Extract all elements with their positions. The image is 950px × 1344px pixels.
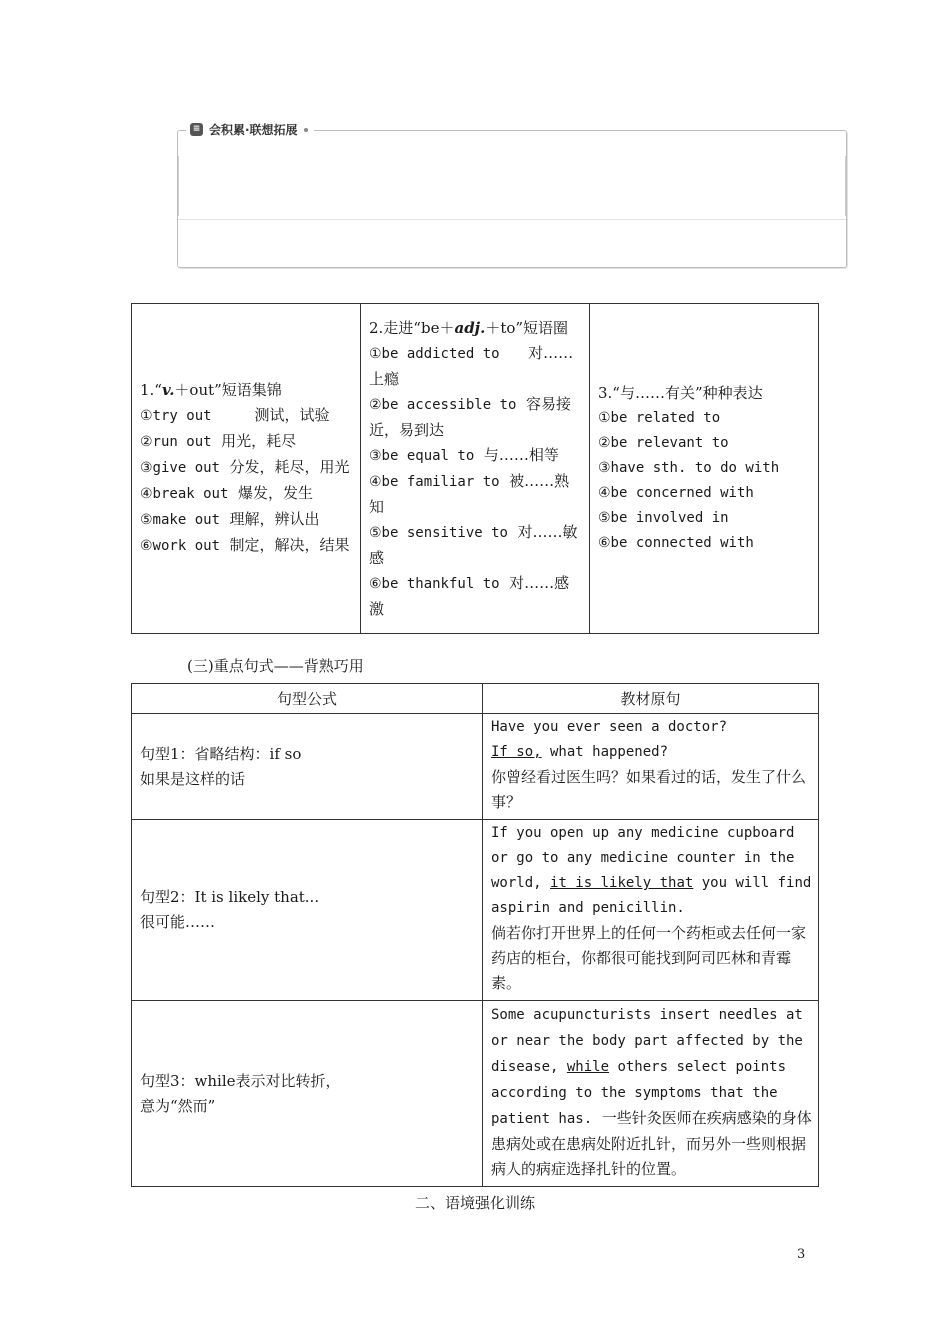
- list-item: ②be relevant to: [598, 435, 729, 451]
- accumulation-box: [177, 130, 847, 268]
- list-item: ④break out 爆发，发生: [140, 484, 313, 502]
- list-item: ④be concerned with: [598, 485, 754, 501]
- dot-icon: [304, 128, 308, 132]
- phrase-col-out: [132, 304, 361, 634]
- example-cell: If you open up any medicine cupboard or go to any medicine counter in the world, it is likely that you will find aspirin and penicillin. 倘若你打开世界上的任何一个药柜或去任何一家药店的柜台，你都很可能找到阿司匹林和青霉素。: [483, 820, 819, 1001]
- list-item: ①be related to: [598, 410, 721, 426]
- phrase-col-be-adj-to: [361, 304, 590, 634]
- list-item: ⑥be connected with: [598, 535, 754, 551]
- accumulation-title: 会积累·联想拓展: [209, 123, 298, 137]
- divider: [845, 156, 846, 216]
- list-item: ①be addicted to 对……上瘾: [369, 343, 574, 388]
- list-item: ⑤make out 理解，辨认出: [140, 510, 320, 528]
- example-cell: Have you ever seen a doctor? If so, what happened? 你曾经看过医生吗？如果看过的话，发生了什么事？: [483, 714, 819, 820]
- list-item: ④be familiar to 被……熟知: [369, 471, 570, 516]
- pattern-cell: 句型3：while表示对比转折， 意为“然而”: [132, 1001, 483, 1187]
- pattern-cell: 句型2：It is likely that... 很可能……: [132, 820, 483, 1001]
- list-item: ⑥work out 制定，解决，结果: [140, 536, 350, 554]
- list-item: ⑥be thankful to 对……感激: [369, 573, 570, 618]
- section-title: 二、语境强化训练: [414, 1194, 535, 1212]
- table-header: 句型公式: [132, 684, 483, 714]
- stack-icon: ≡: [190, 123, 203, 136]
- list-item: ③give out 分发，耗尽，用光: [140, 458, 350, 476]
- col-heading: 2.走进“be＋adj.＋to”短语圈: [369, 318, 569, 337]
- accumulation-header: [186, 121, 314, 138]
- section-title: (三)重点句式——背熟巧用: [187, 657, 364, 675]
- list-item: ⑤be sensitive to 对……敏感: [369, 522, 578, 567]
- list-item: ③have sth. to do with: [598, 460, 780, 476]
- list-item: ①try out 测试，试验: [140, 406, 330, 424]
- table-row: [132, 820, 819, 1001]
- divider: [178, 156, 179, 216]
- list-item: ③be equal to 与……相等: [369, 445, 559, 464]
- phrase-col-related: [590, 304, 819, 634]
- divider: [178, 219, 846, 220]
- list-item: ②run out 用光，耗尽: [140, 432, 297, 450]
- page-number: 3: [797, 1247, 806, 1262]
- table-header: 教材原句: [483, 684, 819, 714]
- list-item: ②be accessible to 容易接近，易到达: [369, 394, 571, 439]
- col-heading: 3.“与……有关”种种表达: [598, 384, 763, 402]
- pattern-cell: 句型1：省略结构：if so 如果是这样的话: [132, 714, 483, 820]
- pattern-table: [131, 683, 819, 1187]
- table-row: [132, 714, 819, 820]
- list-item: ⑤be involved in: [598, 510, 729, 526]
- phrase-table: [131, 303, 819, 634]
- example-cell: Some acupuncturists insert needles at or near the body part affected by the disease, while others select points according to the symptoms that the patient has. 一些针灸医师在疾病感染的身体患病处或在患病处附近扎针，而另外一些则根据病人的病症选择扎针的位置。: [483, 1001, 819, 1187]
- col-heading: 1.“v.＋out”短语集锦: [140, 381, 282, 399]
- table-row: [132, 1001, 819, 1187]
